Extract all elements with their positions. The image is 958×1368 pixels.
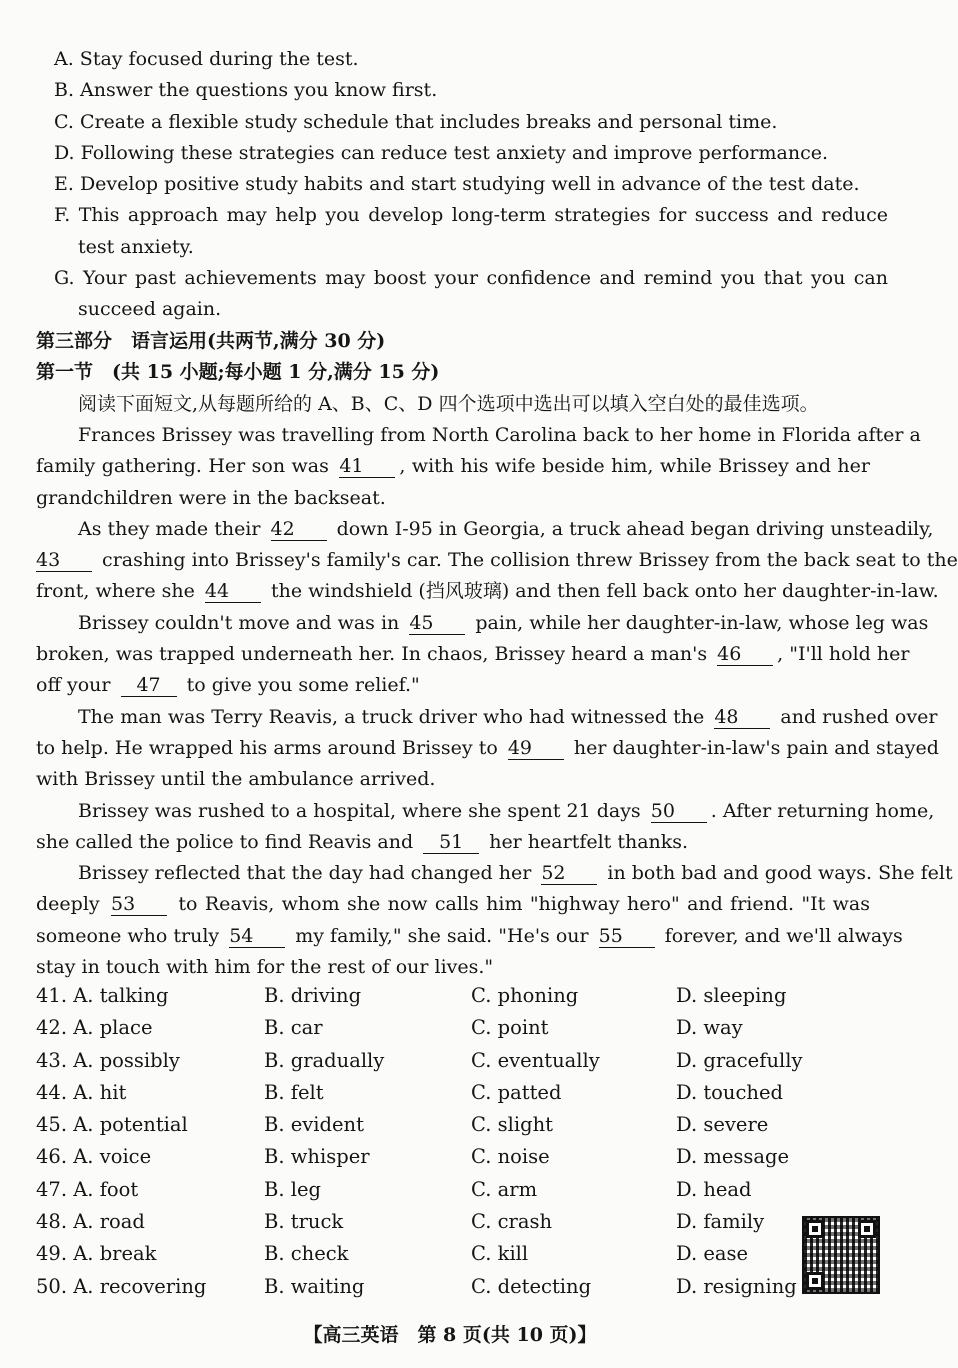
passage-line: As they made their 42 down I-95 in Georgia, a truck ahead began driving unsteadily, — [78, 517, 934, 540]
passage-line: Brissey was rushed to a hospital, where she spent 21 days 50 . After returning home, — [78, 799, 935, 822]
passage-line: grandchildren were in the backseat. — [36, 486, 386, 509]
choice-row: 41. A. talking B. driving C. phoning D. sleeping — [36, 984, 787, 1007]
choice-row: 45. A. potential B. evident C. slight D. severe — [36, 1113, 769, 1137]
passage-line: off your 47 to give you some relief." — [36, 674, 420, 697]
passage-line: Frances Brissey was travelling from North Carolina back to her home in Florida after a — [78, 424, 921, 446]
answer-choices — [36, 984, 870, 1307]
choice-row: 49. A. break B. check C. kill D. ease — [36, 1242, 749, 1266]
blank-48: 48 — [714, 706, 770, 729]
passage-line: Brissey couldn't move and was in 45 pain, while her daughter-in-law, whose leg was — [78, 611, 929, 634]
choice-row: 48. A. road B. truck C. crash D. family — [36, 1210, 765, 1234]
option-e: E. Develop positive study habits and start studying well in advance of the test date. — [54, 173, 860, 196]
section-header — [36, 326, 870, 420]
passage-line: with Brissey until the ambulance arrived. — [36, 768, 436, 791]
passage-line: Brissey reflected that the day had changed her 52 in both bad and good ways. She felt — [78, 862, 953, 885]
blank-49: 49 — [508, 737, 564, 760]
passage-line: to help. He wrapped his arms around Brissey to 49 her daughter-in-law's pain and stayed — [36, 736, 939, 759]
choice-row: 44. A. hit B. felt C. patted D. touched — [36, 1080, 783, 1104]
passage-line: broken, was trapped underneath her. In chaos, Brissey heard a man's 46 , "I'll hold her — [36, 643, 910, 666]
cloze-passage — [36, 420, 958, 983]
choice-row: 50. A. recovering B. waiting C. detecting D. resigning — [36, 1274, 797, 1298]
instruction: 阅读下面短文,从每题所给的 A、B、C、D 四个选项中选出可以填入空白处的最佳选项。 — [78, 392, 819, 415]
passage-line: someone who truly 54 my family," she said. "He's our 55 forever, and we'll always — [36, 924, 903, 947]
choice-row: 42. A. place B. car C. point D. way — [36, 1016, 743, 1040]
blank-41: 41 — [339, 455, 395, 478]
option-a: A. Stay focused during the test. — [54, 48, 359, 70]
blank-43: 43 — [36, 549, 92, 572]
blank-53: 53 — [111, 893, 167, 916]
choice-row: 43. A. possibly B. gradually C. eventually D. gracefully — [36, 1048, 803, 1072]
option-f: F. This approach may help you develop long-term strategies for success and reduce test anxiety. — [54, 204, 888, 258]
option-c: C. Create a flexible study schedule that includes breaks and personal time. — [54, 110, 778, 133]
blank-47: 47 — [121, 674, 177, 697]
passage-line: stay in touch with him for the rest of our lives." — [36, 956, 494, 979]
blank-50: 50 — [651, 800, 707, 823]
blank-52: 52 — [541, 862, 597, 885]
page-footer: 【高三英语 第 8 页(共 10 页)】 — [303, 1324, 597, 1346]
passage-line: The man was Terry Reavis, a truck driver who had witnessed the 48 and rushed over — [78, 705, 938, 728]
blank-45: 45 — [409, 612, 465, 635]
passage-line: front, where she 44 the windshield (挡风玻璃) and then fell back onto her daughter-in-law. — [36, 580, 939, 603]
blank-51: 51 — [423, 831, 479, 854]
qr-code-icon — [802, 1216, 880, 1294]
blank-54: 54 — [229, 925, 285, 948]
option-g: G. Your past achievements may boost your confidence and remind you that you can succeed again. — [54, 267, 888, 321]
option-b: B. Answer the questions you know first. — [54, 79, 438, 102]
choice-row: 47. A. foot B. leg C. arm D. head — [36, 1177, 752, 1201]
blank-44: 44 — [205, 580, 261, 603]
passage-line: family gathering. Her son was 41 , with his wife beside him, while Brissey and her — [36, 455, 870, 478]
choice-row: 46. A. voice B. whisper C. noise D. message — [36, 1145, 790, 1169]
previous-options — [36, 44, 888, 326]
passage-line: she called the police to find Reavis and 51 her heartfelt thanks. — [36, 830, 689, 853]
passage-line: 43 crashing into Brissey's family's car. The collision threw Brissey from the back seat to the — [36, 549, 958, 572]
blank-46: 46 — [717, 643, 773, 666]
blank-55: 55 — [599, 925, 655, 948]
sub-title: 第一节 (共 15 小题;每小题 1 分,满分 15 分) — [36, 361, 440, 384]
blank-42: 42 — [271, 518, 327, 541]
part-title: 第三部分 语言运用(共两节,满分 30 分) — [36, 330, 386, 352]
option-d: D. Following these strategies can reduce test anxiety and improve performance. — [54, 141, 829, 164]
passage-line: deeply 53 to Reavis, whom she now calls him "highway hero" and friend. "It was — [36, 893, 870, 916]
